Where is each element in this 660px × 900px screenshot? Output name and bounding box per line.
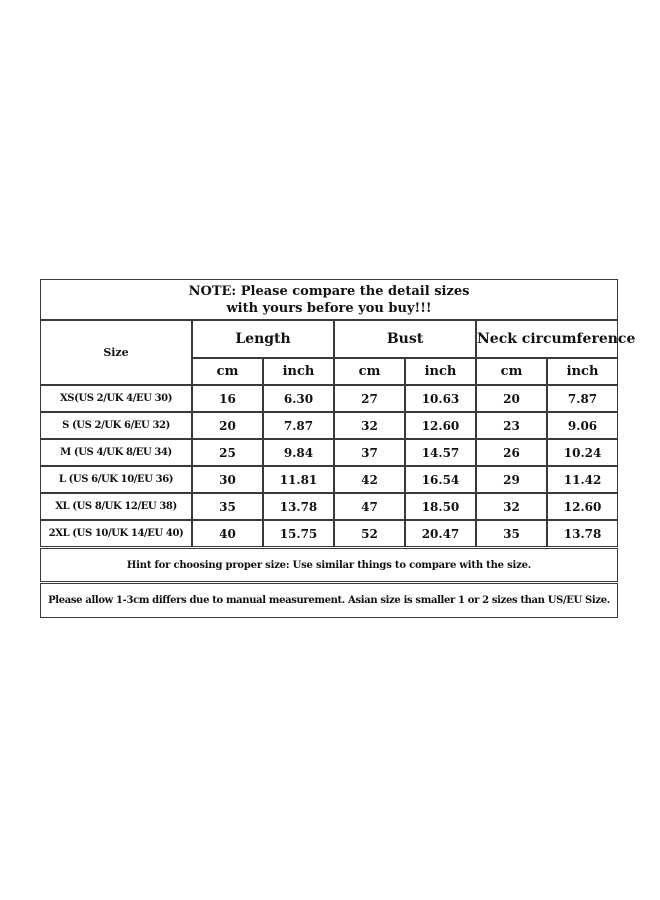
bust-group-header: Bust	[334, 320, 476, 358]
length-inch-cell: 13.78	[263, 493, 334, 520]
neck-inch-cell: 11.42	[547, 466, 618, 493]
neck-inch-cell: 7.87	[547, 385, 618, 412]
note-line-2: with yours before you buy!!!	[226, 300, 432, 316]
neck-cm-header: cm	[476, 358, 547, 385]
length-cm-cell: 20	[192, 412, 263, 439]
table-row	[40, 493, 618, 520]
hint-text: Hint for choosing proper size: Use similar things to compare with the size.	[40, 548, 618, 582]
bust-cm-header: cm	[334, 358, 405, 385]
length-group-header: Length	[192, 320, 334, 358]
neck-cm-cell: 32	[476, 493, 547, 520]
note-line-1: NOTE: Please compare the detail sizes	[188, 283, 470, 299]
length-inch-cell: 11.81	[263, 466, 334, 493]
length-inch-cell: 6.30	[263, 385, 334, 412]
length-inch-cell: 15.75	[263, 520, 334, 547]
row-size-label: S (US 2/UK 6/EU 32)	[40, 412, 192, 439]
neck-inch-cell: 9.06	[547, 412, 618, 439]
bust-inch-cell: 12.60	[405, 412, 476, 439]
neck-inch-cell: 10.24	[547, 439, 618, 466]
length-cm-header: cm	[192, 358, 263, 385]
bust-cm-cell: 47	[334, 493, 405, 520]
neck-inch-cell: 12.60	[547, 493, 618, 520]
length-inch-header: inch	[263, 358, 334, 385]
bust-inch-cell: 14.57	[405, 439, 476, 466]
length-cm-cell: 35	[192, 493, 263, 520]
size-chart-table	[40, 279, 636, 547]
hint-box	[40, 548, 618, 582]
size-chart-document	[40, 279, 636, 624]
bust-inch-cell: 10.63	[405, 385, 476, 412]
bust-inch-cell: 20.47	[405, 520, 476, 547]
table-row	[40, 385, 618, 412]
row-size-label: M (US 4/UK 8/EU 34)	[40, 439, 192, 466]
bust-cm-cell: 32	[334, 412, 405, 439]
bust-cm-cell: 37	[334, 439, 405, 466]
neck-cm-cell: 35	[476, 520, 547, 547]
neck-cm-cell: 29	[476, 466, 547, 493]
note-cell	[40, 279, 618, 320]
table-row	[40, 520, 618, 547]
group-header-row	[40, 320, 618, 358]
row-size-label: XS(US 2/UK 4/EU 30)	[40, 385, 192, 412]
bust-inch-header: inch	[405, 358, 476, 385]
bust-inch-cell: 16.54	[405, 466, 476, 493]
table-row	[40, 439, 618, 466]
length-inch-cell: 7.87	[263, 412, 334, 439]
length-cm-cell: 16	[192, 385, 263, 412]
length-inch-cell: 9.84	[263, 439, 334, 466]
row-size-label: 2XL (US 10/UK 14/EU 40)	[40, 520, 192, 547]
bust-inch-cell: 18.50	[405, 493, 476, 520]
allowance-text: Please allow 1-3cm differs due to manual measurement. Asian size is smaller 1 or 2 sizes than US/EU Size.	[40, 583, 618, 618]
allowance-box	[40, 583, 618, 618]
size-column-header: Size	[40, 320, 192, 385]
neck-cm-cell: 20	[476, 385, 547, 412]
length-cm-cell: 40	[192, 520, 263, 547]
length-cm-cell: 30	[192, 466, 263, 493]
bust-cm-cell: 42	[334, 466, 405, 493]
table-row	[40, 412, 618, 439]
neck-cm-cell: 26	[476, 439, 547, 466]
table-row	[40, 466, 618, 493]
neck-cm-cell: 23	[476, 412, 547, 439]
neck-inch-header: inch	[547, 358, 618, 385]
row-size-label: XL (US 8/UK 12/EU 38)	[40, 493, 192, 520]
neck-group-header: Neck circumference	[476, 320, 618, 358]
bust-cm-cell: 52	[334, 520, 405, 547]
row-size-label: L (US 6/UK 10/EU 36)	[40, 466, 192, 493]
note-row	[40, 279, 618, 320]
length-cm-cell: 25	[192, 439, 263, 466]
bust-cm-cell: 27	[334, 385, 405, 412]
neck-inch-cell: 13.78	[547, 520, 618, 547]
